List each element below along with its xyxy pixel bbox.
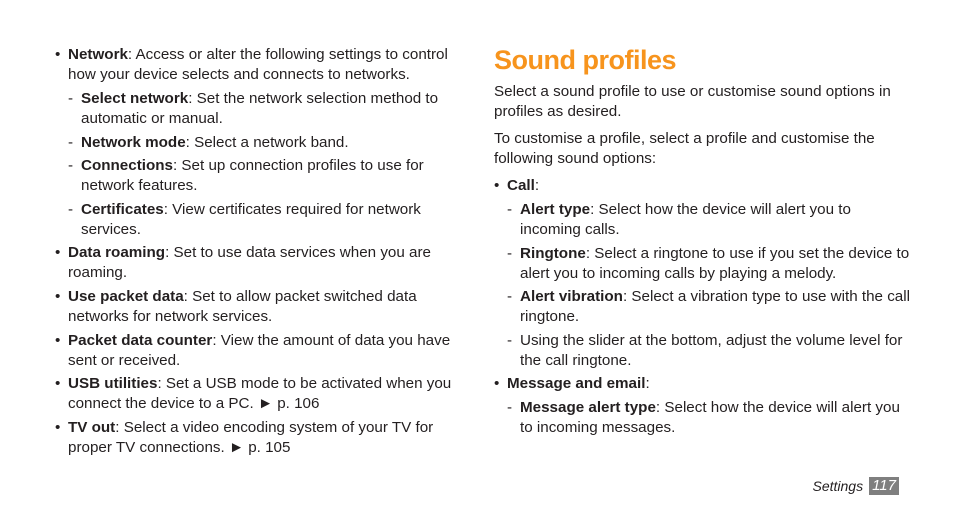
item-term: Message and email — [507, 375, 646, 393]
list-item-tv-out — [55, 418, 467, 458]
dash-icon: - — [507, 244, 513, 262]
intro-paragraph-1: Select a sound profile to use or customise sound options in profiles as desired. — [494, 83, 891, 120]
sub-item-select-network — [68, 89, 467, 129]
item-term: Data roaming — [68, 244, 166, 262]
left-column — [55, 45, 467, 461]
list-item-data-roaming — [55, 243, 467, 283]
sub-desc: : Select a network band. — [185, 133, 349, 151]
sub-desc: : Select how the device will alert you to incoming calls. — [520, 201, 851, 238]
intro-paragraph-2: To customise a profile, select a profile and customise the following sound options: — [494, 130, 875, 167]
list-item-usb-utilities — [55, 374, 467, 414]
message-sublist — [507, 398, 914, 438]
sub-item-volume-slider — [507, 331, 914, 371]
sub-desc: : Select a vibration type to use with the call ringtone. — [520, 288, 910, 326]
sub-term: Connections — [81, 157, 173, 175]
item-term: Network — [68, 46, 128, 63]
dash-icon: - — [68, 200, 74, 218]
sound-options-list — [494, 176, 914, 438]
item-desc: : — [534, 177, 540, 194]
dash-icon: - — [68, 90, 74, 107]
sub-item-message-alert-type — [507, 398, 914, 438]
item-desc: : Select a video encoding system of your TV for proper TV connections. ► p. 105 — [68, 418, 434, 456]
bullet-icon: • — [494, 177, 500, 194]
settings-list — [55, 45, 467, 458]
item-desc: : View the amount of data you have sent or received. — [68, 331, 451, 369]
item-desc: : Set to use data services when you are roaming. — [68, 244, 431, 282]
item-term: TV out — [68, 418, 116, 436]
item-desc: : Set a USB mode to be activated when you connect the device to a PC. ► p. 106 — [68, 375, 452, 413]
sub-term: Ringtone — [520, 244, 586, 262]
bullet-icon: • — [55, 418, 61, 436]
sub-term: Alert vibration — [520, 288, 623, 306]
dash-icon: - — [507, 331, 513, 349]
sub-desc: : Select a ringtone to use if you set the device to alert you to incoming calls by playing a melody. — [520, 244, 910, 282]
list-item-packet-data-counter — [55, 331, 467, 371]
sub-item-connections — [68, 156, 467, 196]
sub-term: Select network — [81, 90, 189, 107]
sub-term: Message alert type — [520, 399, 656, 417]
bullet-icon: • — [494, 375, 500, 393]
dash-icon: - — [507, 201, 513, 218]
item-term: USB utilities — [68, 375, 158, 393]
page-footer — [812, 477, 899, 495]
call-sublist — [507, 200, 914, 371]
network-sublist — [68, 89, 467, 240]
list-item-message-and-email — [494, 374, 914, 438]
sub-desc: Using the slider at the bottom, adjust the volume level for the call ringtone. — [520, 331, 903, 369]
list-item-use-packet-data — [55, 287, 467, 327]
item-desc: : — [645, 375, 650, 393]
item-desc: : Access or alter the following settings to control how your device selects and connects to networks. — [68, 46, 448, 83]
sub-desc: : Set up connection profiles to use for network features. — [81, 157, 424, 195]
sub-item-ringtone — [507, 244, 914, 284]
dash-icon: - — [507, 399, 513, 417]
list-item-call — [494, 176, 914, 371]
dash-icon: - — [68, 157, 74, 175]
sub-item-alert-vibration — [507, 287, 914, 327]
sub-item-alert-type — [507, 200, 914, 240]
sub-desc: : View certificates required for network services. — [81, 200, 421, 238]
sub-term: Alert type — [520, 201, 591, 218]
dash-icon: - — [68, 133, 74, 151]
page-number: 117 — [869, 477, 899, 495]
bullet-icon: • — [55, 331, 61, 349]
item-term: Packet data counter — [68, 331, 213, 349]
item-term: Call — [507, 177, 535, 194]
footer-section-name: Settings — [812, 478, 864, 494]
sub-desc: : Select how the device will alert you to incoming messages. — [520, 399, 900, 437]
bullet-icon: • — [55, 244, 61, 262]
item-desc: : Set to allow packet switched data networks for network services. — [68, 287, 417, 325]
sub-item-network-mode — [68, 133, 467, 153]
sub-desc: : Set the network selection method to automatic or manual. — [81, 90, 439, 127]
section-title: Sound profiles — [494, 45, 676, 75]
sub-item-certificates — [68, 200, 467, 240]
right-column — [494, 44, 914, 442]
bullet-icon: • — [55, 287, 61, 305]
dash-icon: - — [507, 288, 513, 306]
sub-term: Network mode — [81, 133, 186, 151]
item-term: Use packet data — [68, 287, 184, 305]
bullet-icon: • — [55, 46, 61, 63]
list-item-network — [55, 45, 467, 240]
bullet-icon: • — [55, 375, 61, 393]
sub-term: Certificates — [81, 200, 164, 218]
